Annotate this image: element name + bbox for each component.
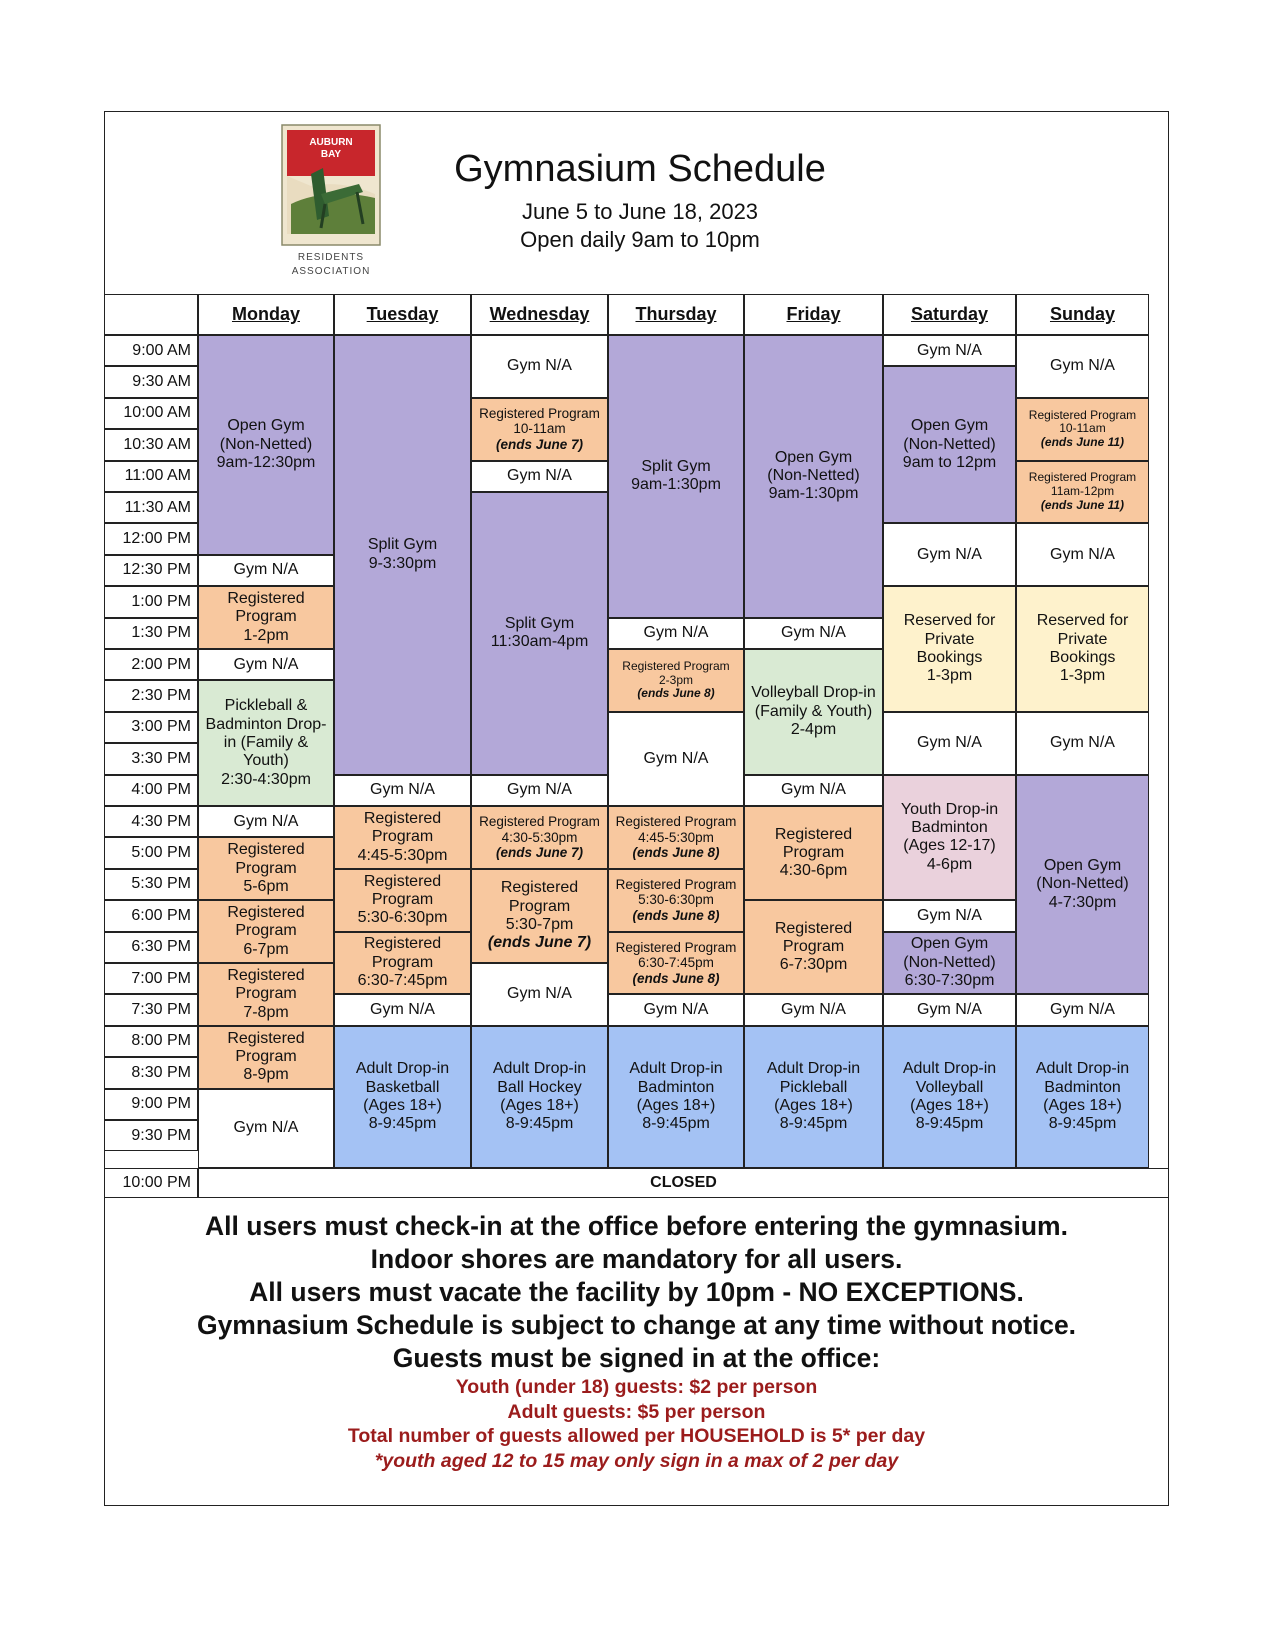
schedule-block-friday [744, 1026, 883, 1168]
time-label: 4:30 PM [104, 806, 198, 837]
block-text-line: 5-6pm [243, 877, 289, 895]
schedule-block-sunday [1016, 461, 1149, 524]
block-text-line: 8-9:45pm [368, 1115, 437, 1133]
block-text-line: Gym N/A [1050, 357, 1115, 375]
block-text-line: 9-3:30pm [368, 554, 437, 572]
block-text-line: 6:30-7:30pm [904, 972, 995, 990]
block-text-line: Program [371, 828, 434, 846]
block-text-line: Open Gym [910, 417, 989, 435]
block-text-line: Gym N/A [507, 985, 572, 1003]
day-header-sunday: Sunday [1016, 294, 1149, 335]
day-header-tuesday: Tuesday [334, 294, 471, 335]
block-text-line: Gym N/A [233, 1119, 299, 1137]
schedule-block-saturday [883, 932, 1016, 995]
note-subject-to-change: Gymnasium Schedule is subject to change at any time without notice. [196, 1310, 1077, 1340]
logo-text-auburn: AUBURN [309, 137, 353, 148]
block-text-line: Gym N/A [917, 734, 982, 751]
block-text-line: 8-9:45pm [1048, 1115, 1117, 1133]
schedule-block-sunday [1016, 586, 1149, 712]
time-label: 7:30 PM [104, 994, 198, 1025]
day-header-thursday: Thursday [608, 294, 744, 335]
schedule-block-saturday [883, 523, 1016, 586]
time-label: 10:00 AM [104, 398, 198, 429]
time-label: 9:30 PM [104, 1120, 198, 1151]
block-text-line: 11am-12pm [1050, 484, 1115, 499]
time-label: 9:00 AM [104, 335, 198, 366]
schedule-block-thursday [608, 712, 744, 806]
block-text-line: Bookings [916, 648, 983, 666]
schedule-block-sunday [1016, 523, 1149, 586]
time-label: 7:00 PM [104, 963, 198, 994]
block-text-line: Registered [363, 935, 442, 953]
schedule-block-wednesday [471, 775, 608, 806]
block-text-line: Private [924, 630, 975, 648]
schedule-block-monday [198, 335, 334, 555]
schedule-block-thursday [608, 649, 744, 712]
schedule-block-tuesday [334, 869, 471, 932]
schedule-block-wednesday [471, 1026, 608, 1168]
schedule-block-sunday [1016, 335, 1149, 398]
block-text-line: Registered Program [1028, 470, 1137, 485]
block-text-line: Program [782, 843, 845, 861]
logo-text-bay: BAY [320, 149, 342, 160]
schedule-block-friday [744, 994, 883, 1025]
block-text-line: (Ages 18+) [774, 1096, 853, 1114]
block-text-line: Badminton Drop- [205, 715, 327, 733]
schedule-block-wednesday [471, 461, 608, 492]
time-label: 6:00 PM [104, 900, 198, 931]
block-text-line: Badminton [637, 1078, 715, 1096]
block-text-line: Badminton [911, 819, 988, 836]
note-household-limit: Total number of guests allowed per HOUSEHOLD is 5* per day [347, 1425, 926, 1447]
block-text-line: Reserved for [1036, 612, 1129, 630]
block-text-line: Gym N/A [1050, 545, 1115, 563]
block-text-line: Adult Drop-in [355, 1060, 450, 1078]
day-header-monday: Monday [198, 294, 334, 335]
block-text-line: Bookings [1049, 648, 1116, 666]
time-label: 4:00 PM [104, 775, 198, 806]
block-text-line: Volleyball [915, 1078, 984, 1096]
block-text-line: Registered Program [479, 405, 600, 421]
block-text-line: 4:45-5:30pm [638, 829, 714, 845]
block-text-line: 4-6pm [926, 855, 973, 873]
block-text-line: Registered Program [479, 814, 600, 830]
block-text-line: Registered Program [615, 939, 737, 955]
block-text-line: (ends June 8) [632, 845, 720, 861]
logo-text-residents: RESIDENTS [297, 252, 365, 263]
schedule-block-monday [198, 963, 334, 1026]
block-text-line: (Ages 18+) [910, 1096, 989, 1114]
time-label: 3:00 PM [104, 712, 198, 743]
block-text-line: 1-3pm [926, 667, 973, 685]
schedule-block-friday [744, 806, 883, 900]
schedule-block-monday [198, 649, 334, 680]
schedule-block-friday [744, 618, 883, 649]
block-text-line: Program [235, 1048, 297, 1065]
block-text-line: in (Family & [223, 733, 309, 751]
note-guests-sign-in: Guests must be signed in at the office: [392, 1343, 881, 1373]
time-label: 6:30 PM [104, 932, 198, 963]
schedule-block-monday [198, 586, 334, 649]
schedule-block-wednesday [471, 398, 608, 461]
time-label: 9:00 PM [104, 1089, 198, 1120]
time-label: 5:00 PM [104, 837, 198, 868]
block-text-line: Gym N/A [917, 1000, 982, 1018]
block-text-line: 2-4pm [790, 720, 837, 738]
block-text-line: Registered [363, 809, 442, 827]
time-label: 3:30 PM [104, 743, 198, 774]
block-text-line: Pickleball & [224, 697, 308, 715]
block-text-line: 8-9:45pm [915, 1115, 984, 1133]
schedule-block-friday [744, 900, 883, 994]
block-text-line: Program [235, 608, 297, 626]
block-text-line: Registered Program [615, 876, 737, 892]
block-text-line: (ends June 7) [495, 845, 584, 861]
auburn-bay-logo [281, 124, 381, 280]
block-text-line: Program [371, 891, 434, 908]
schedule-block-monday [198, 900, 334, 963]
schedule-block-tuesday [334, 806, 471, 869]
block-text-line: (Non-Netted) [903, 435, 996, 453]
block-text-line: Basketball [365, 1078, 440, 1096]
block-text-line: Registered [227, 590, 305, 607]
block-text-line: (Ages 18+) [500, 1096, 579, 1114]
block-text-line: Registered [500, 879, 579, 897]
block-text-line: Open Gym [227, 417, 305, 435]
block-text-line: Registered Program [622, 658, 730, 673]
schedule-block-thursday [608, 806, 744, 869]
block-text-line: 8-9:45pm [779, 1115, 848, 1133]
schedule-block-wednesday [471, 806, 608, 869]
schedule-block-tuesday [334, 335, 471, 775]
schedule-block-thursday [608, 932, 744, 995]
schedule-block-thursday [608, 335, 744, 618]
schedule-block-saturday [883, 366, 1016, 523]
block-text-line: (ends June 8) [637, 686, 715, 701]
block-text-line: 8-9:45pm [505, 1115, 574, 1133]
block-text-line: Gym N/A [643, 749, 709, 767]
schedule-block-sunday [1016, 994, 1149, 1025]
block-text-line: 8-9:45pm [642, 1115, 710, 1133]
block-text-line: Registered [227, 966, 305, 984]
schedule-block-saturday [883, 712, 1016, 775]
block-text-line: 6-7pm [243, 940, 289, 958]
block-text-line: Private [1057, 630, 1108, 648]
time-label: 11:00 AM [104, 461, 198, 492]
schedule-block-thursday [608, 994, 744, 1025]
note-vacate: All users must vacate the facility by 10pm - NO EXCEPTIONS. [249, 1277, 1024, 1307]
block-text-line: 9am-1:30pm [631, 476, 721, 494]
block-text-line: Gym N/A [917, 545, 982, 563]
schedule-block-monday [198, 837, 334, 900]
block-text-line: Gym N/A [917, 341, 982, 359]
block-text-line: Gym N/A [1050, 734, 1115, 751]
block-text-line: 10-11am [1059, 421, 1106, 436]
block-text-line: Open Gym [1043, 856, 1122, 874]
block-text-line: Reserved for [903, 612, 996, 630]
time-label: 12:00 PM [104, 523, 198, 554]
block-text-line: Registered [774, 825, 853, 843]
block-text-line: Ball Hockey [497, 1078, 582, 1096]
block-text-line: 6:30-7:45pm [357, 972, 448, 990]
block-text-line: Gym N/A [233, 561, 299, 579]
page-title: Gymnasium Schedule [454, 148, 826, 190]
time-label: 10:30 AM [104, 429, 198, 460]
block-text-line: Registered [227, 1029, 305, 1047]
block-text-line: (Ages 12-17) [903, 837, 996, 855]
block-text-line: (Non-Netted) [219, 435, 313, 453]
block-text-line: 6:30-7:45pm [638, 955, 714, 971]
block-text-line: Program [371, 953, 434, 971]
time-label: 12:30 PM [104, 555, 198, 586]
block-text-line: Gym N/A [507, 467, 572, 485]
block-text-line: 4:30-5:30pm [501, 829, 578, 845]
notes-section [104, 1210, 1169, 1473]
schedule-block-saturday [883, 1026, 1016, 1168]
block-text-line: Split Gym [641, 457, 711, 475]
schedule-block-friday [744, 335, 883, 618]
block-text-line: Youth) [243, 752, 289, 770]
block-text-line: (Non-Netted) [903, 953, 996, 971]
block-text-line: 5:30-6:30pm [638, 892, 714, 908]
block-text-line: (Family & Youth) [754, 702, 873, 720]
schedule-block-saturday [883, 994, 1016, 1025]
open-hours: Open daily 9am to 10pm [520, 227, 760, 252]
day-header-saturday: Saturday [883, 294, 1016, 335]
schedule-block-tuesday [334, 1026, 471, 1168]
block-text-line: (ends June 11) [1040, 497, 1125, 512]
schedule-block-saturday [883, 586, 1016, 712]
block-text-line: Gym N/A [781, 624, 846, 642]
block-text-line: 4:30-6pm [779, 862, 848, 880]
schedule-block-friday [744, 775, 883, 806]
schedule-block-wednesday [471, 963, 608, 1026]
note-youth-limit: *youth aged 12 to 15 may only sign in a max of 2 per day [374, 1449, 899, 1472]
note-indoor-shoes: Indoor shores are mandatory for all users. [370, 1244, 903, 1274]
block-text-line: Pickleball [779, 1078, 848, 1096]
block-text-line: 10-11am [513, 421, 566, 437]
schedule-block-wednesday [471, 492, 608, 775]
block-text-line: Adult Drop-in [492, 1060, 587, 1078]
block-text-line: Program [782, 938, 845, 956]
time-label: 10:00 PM [104, 1168, 198, 1198]
block-text-line: 4:45-5:30pm [357, 846, 448, 864]
note-adult-fee: Adult guests: $5 per person [507, 1400, 766, 1423]
schedule-block-monday [198, 680, 334, 806]
block-text-line: Gym N/A [781, 1000, 846, 1018]
schedule-block-sunday [1016, 1026, 1149, 1168]
block-text-line: Volleyball Drop-in [751, 684, 876, 702]
block-text-line: Gym N/A [1050, 1000, 1115, 1018]
block-text-line: (Ages 18+) [363, 1096, 442, 1114]
block-text-line: (Non-Netted) [1036, 875, 1129, 893]
time-label: 1:00 PM [104, 586, 198, 617]
block-text-line: Badminton [1044, 1078, 1121, 1096]
block-text-line: 9am-1:30pm [768, 485, 859, 503]
block-text-line: (ends June 11) [1040, 435, 1125, 450]
schedule-block-sunday [1016, 775, 1149, 995]
block-text-line: (Ages 18+) [1043, 1096, 1122, 1114]
block-text-line: Registered Program [1028, 407, 1137, 422]
block-text-line: Adult Drop-in [1035, 1060, 1130, 1078]
block-text-line: Gym N/A [233, 812, 299, 830]
schedule-block-tuesday [334, 775, 471, 806]
schedule-block-tuesday [334, 994, 471, 1025]
time-label: 11:30 AM [104, 492, 198, 523]
schedule-block-friday [744, 649, 883, 775]
schedule-block-tuesday [334, 932, 471, 995]
block-text-line: Registered [227, 841, 305, 859]
block-text-line: (Non-Netted) [767, 467, 860, 485]
schedule-block-saturday [883, 900, 1016, 931]
day-header-friday: Friday [744, 294, 883, 335]
block-text-line: Gym N/A [233, 655, 299, 673]
header-corner-cell [104, 294, 198, 335]
schedule-block-sunday [1016, 398, 1149, 461]
block-text-line: Gym N/A [781, 781, 846, 799]
block-text-line: 1-3pm [1059, 667, 1106, 685]
block-text-line: Split Gym [367, 536, 438, 554]
schedule-block-monday [198, 555, 334, 586]
block-text-line: Gym N/A [643, 624, 709, 642]
block-text-line: Gym N/A [370, 1000, 435, 1018]
block-text-line: Registered [774, 919, 853, 937]
block-text-line: 2:30-4:30pm [221, 770, 311, 788]
time-label: 2:30 PM [104, 680, 198, 711]
time-label: 2:00 PM [104, 649, 198, 680]
block-text-line: Adult Drop-in [629, 1060, 723, 1078]
block-text-line: Gym N/A [507, 781, 572, 799]
block-text-line: (ends June 7) [487, 934, 592, 952]
block-text-line: Program [235, 859, 297, 877]
block-text-line: Youth Drop-in [900, 800, 999, 818]
block-text-line: Registered [363, 872, 442, 890]
block-text-line: Adult Drop-in [902, 1060, 997, 1078]
block-text-line: 2-3pm [658, 672, 693, 687]
block-text-line: 9am-12:30pm [216, 454, 316, 472]
block-text-line: Adult Drop-in [766, 1060, 861, 1078]
block-text-line: 5:30-7pm [505, 915, 574, 933]
block-text-line: Program [508, 897, 571, 915]
closed-row: CLOSED [198, 1168, 1169, 1198]
logo-text-association: ASSOCIATION [291, 266, 371, 277]
schedule-block-sunday [1016, 712, 1149, 775]
schedule-block-monday [198, 806, 334, 837]
schedule-block-thursday [608, 618, 744, 649]
time-label: 1:30 PM [104, 618, 198, 649]
block-text-line: Registered Program [615, 814, 737, 830]
time-label: 8:00 PM [104, 1026, 198, 1057]
block-text-line: Open Gym [774, 448, 853, 466]
time-label: 9:30 AM [104, 366, 198, 397]
schedule-block-thursday [608, 869, 744, 932]
block-text-line: 7-8pm [243, 1003, 289, 1021]
block-text-line: (ends June 7) [495, 436, 584, 452]
schedule-block-wednesday [471, 335, 608, 398]
block-text-line: (ends June 8) [632, 970, 720, 986]
block-text-line: Registered [227, 904, 305, 921]
block-text-line: (Ages 18+) [636, 1096, 716, 1114]
block-text-line: Program [235, 985, 297, 1003]
note-youth-fee: Youth (under 18) guests: $2 per person [455, 1376, 818, 1398]
note-check-in: All users must check-in at the office before entering the gymnasium. [205, 1211, 1068, 1241]
block-text-line: 8-9pm [243, 1066, 289, 1084]
schedule-block-thursday [608, 1026, 744, 1168]
block-text-line: Split Gym [504, 614, 575, 632]
time-label: 8:30 PM [104, 1057, 198, 1088]
block-text-line: Gym N/A [507, 357, 572, 375]
block-text-line: Gym N/A [370, 781, 435, 799]
time-label: 5:30 PM [104, 869, 198, 900]
date-range: June 5 to June 18, 2023 [521, 199, 759, 224]
day-header-wednesday: Wednesday [471, 294, 608, 335]
block-text-line: Gym N/A [643, 1000, 709, 1018]
schedule-block-monday [198, 1026, 334, 1089]
block-text-line: 6-7:30pm [779, 956, 848, 974]
block-text-line: 9am to 12pm [902, 454, 997, 472]
schedule-block-monday [198, 1089, 334, 1168]
block-text-line: (ends June 8) [632, 907, 720, 923]
block-text-line: Program [235, 922, 297, 940]
schedule-block-wednesday [471, 869, 608, 963]
schedule-block-saturday [883, 335, 1016, 366]
block-text-line: 4-7:30pm [1048, 893, 1117, 911]
block-text-line: Open Gym [910, 935, 989, 953]
block-text-line: 11:30am-4pm [490, 633, 589, 651]
block-text-line: Gym N/A [917, 906, 982, 924]
block-text-line: 1-2pm [243, 626, 289, 644]
schedule-block-saturday [883, 775, 1016, 901]
block-text-line: 5:30-6:30pm [357, 909, 448, 927]
